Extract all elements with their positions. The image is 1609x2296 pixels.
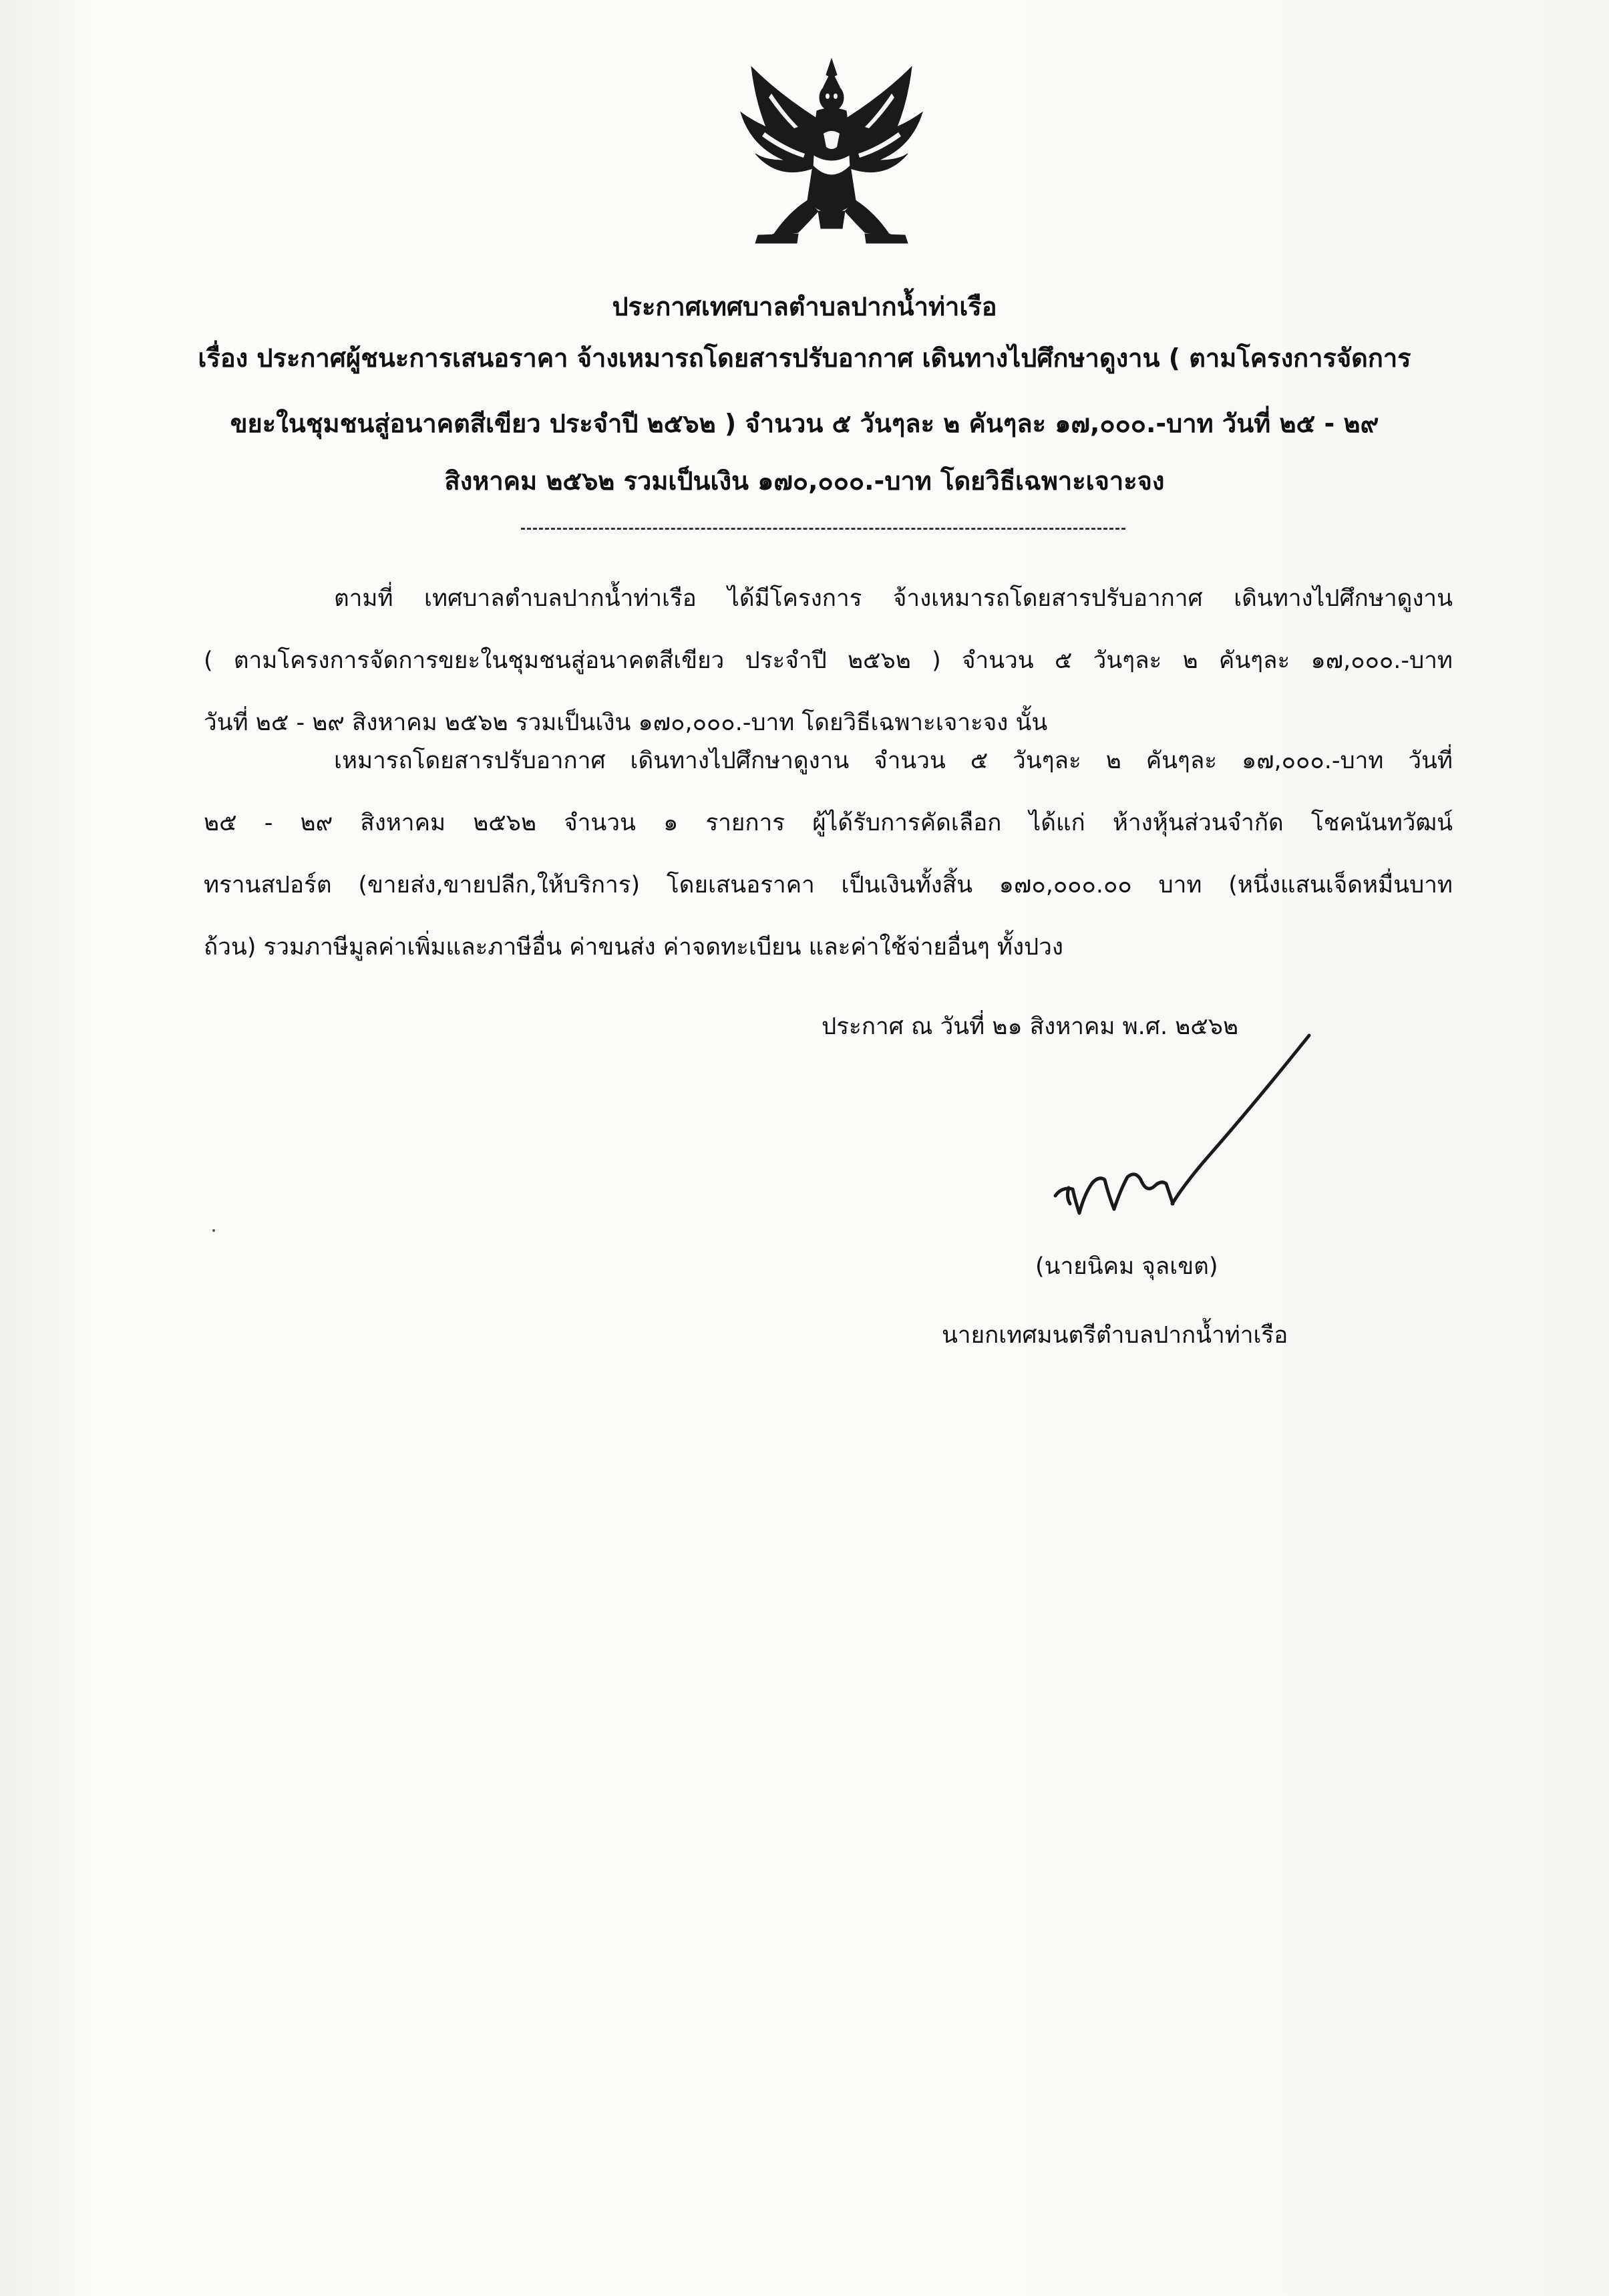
paragraph-1-line-2: ( ตามโครงการจัดการขยะในชุมชนสู่อนาคตสีเขียว ประจำปี ๒๕๖๒ ) จำนวน ๕ วันๆละ ๒ คันๆละ ๑๗,๐๐๐.-บาท	[204, 647, 1453, 674]
dashed-divider	[521, 528, 1125, 530]
announcement-subject-line-1: เรื่อง ประกาศผู้ชนะการเสนอราคา จ้างเหมารถโดยสารปรับอากาศ เดินทางไปศึกษาดูงาน ( ตามโครงการจัดการ	[198, 343, 1411, 373]
body-paragraph-2	[204, 730, 1453, 979]
garuda-emblem-icon	[725, 53, 938, 254]
signer-title: นายกเทศมนตรีตำบลปากน้ำท่าเรือ	[942, 1322, 1288, 1349]
body-paragraph-1	[204, 568, 1453, 754]
signer-name: (นายนิคม จุลเขต)	[1035, 1253, 1218, 1280]
paragraph-2-line-4: ถ้วน) รวมภาษีมูลค่าเพิ่มและภาษีอื่น ค่าขนส่ง ค่าจดทะเบียน และค่าใช้จ่ายอื่นๆ ทั้งปวง	[204, 934, 1064, 961]
paragraph-2-line-3: ทรานสปอร์ต (ขายส่ง,ขายปลีก,ให้บริการ) โดยเสนอราคา เป็นเงินทั้งสิ้น ๑๗๐,๐๐๐.๐๐ บาท (หนึ่งแสนเจ็ดหมื่นบาท	[204, 872, 1453, 898]
paragraph-1-line-3: วันที่ ๒๕ - ๒๙ สิงหาคม ๒๕๖๒ รวมเป็นเงิน ๑๗๐,๐๐๐.-บาท โดยวิธีเฉพาะเจาะจง นั้น	[204, 709, 1048, 736]
scan-speck	[212, 1229, 215, 1232]
paragraph-2-line-2: ๒๕ - ๒๙ สิงหาคม ๒๕๖๒ จำนวน ๑ รายการ ผู้ได้รับการคัดเลือก ได้แก่ ห้างหุ้นส่วนจำกัด โชคนันทวัฒน์	[204, 810, 1453, 836]
announcement-subject-line-2: ขยะในชุมชนสู่อนาคตสีเขียว ประจำปี ๒๕๖๒ ) จำนวน ๕ วันๆละ ๒ คันๆละ ๑๗,๐๐๐.-บาท วันที่ ๒๕ - ๒๙	[230, 409, 1379, 438]
paragraph-2-line-1: เหมารถโดยสารปรับอากาศ เดินทางไปศึกษาดูงาน จำนวน ๕ วันๆละ ๒ คันๆละ ๑๗,๐๐๐.-บาท วันที่	[334, 748, 1453, 774]
paragraph-1-line-1: ตามที่ เทศบาลตำบลปากน้ำท่าเรือ ได้มีโครงการ จ้างเหมารถโดยสารปรับอากาศ เดินทางไปศึกษาดูงาน	[334, 585, 1453, 612]
announcement-date: ประกาศ ณ วันที่ ๒๑ สิงหาคม พ.ศ. ๒๕๖๒	[822, 1013, 1239, 1040]
announcement-subject-line-3: สิงหาคม ๒๕๖๒ รวมเป็นเงิน ๑๗๐,๐๐๐.-บาท โดยวิธีเฉพาะเจาะจง	[444, 466, 1165, 496]
announcement-title: ประกาศเทศบาลตำบลปากน้ำท่าเรือ	[612, 292, 997, 321]
handwritten-signature	[1042, 1029, 1322, 1229]
